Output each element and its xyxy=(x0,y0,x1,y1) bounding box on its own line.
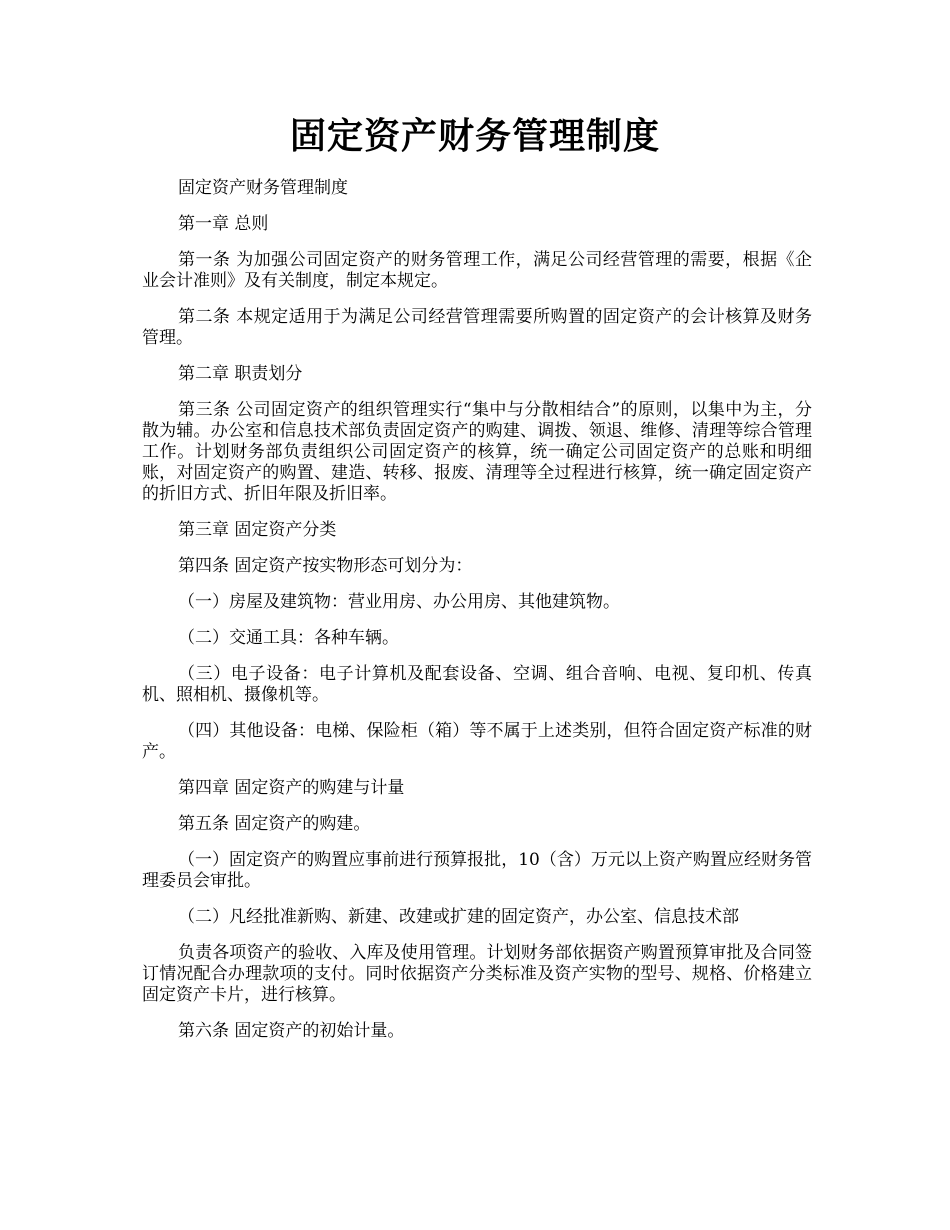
list-item: （三）电子设备：电子计算机及配套设备、空调、组合音响、电视、复印机、传真机、照相机、摄像机等。 xyxy=(142,664,812,705)
chapter-heading: 第一章 总则 xyxy=(178,214,269,234)
document-title: 固定资产财务管理制度 xyxy=(289,115,660,157)
chapter-heading: 第二章 职责划分 xyxy=(178,364,303,384)
article-paragraph: 第二条 本规定适用于为满足公司经营管理需要所购置的固定资产的会计核算及财务管理。 xyxy=(142,307,812,348)
article-paragraph: 第三条 公司固定资产的组织管理实行“集中与分散相结合”的原则，以集中为主，分散为辅。办公室和信息技术部负责固定资产的购建、调拨、领退、维修、清理等综合管理工作。计划财务部负责组织公司固定资产的核算，统一确定公司固定资产的总账和明细账，对固定资产的购置、建造、转移、报废、清理等全过程进行核算，统一确定固定资产的折旧方式、折旧年限及折旧率。 xyxy=(142,400,812,504)
article-paragraph: 第五条 固定资产的购建。 xyxy=(178,814,371,834)
list-item: （二）交通工具：各种车辆。 xyxy=(178,628,399,648)
article-paragraph: 第四条 固定资产按实物形态可划分为： xyxy=(178,556,473,576)
list-item: （二）凡经批准新购、新建、改建或扩建的固定资产，办公室、信息技术部 xyxy=(178,907,739,927)
paragraph: 负责各项资产的验收、入库及使用管理。计划财务部依据资产购置预算审批及合同签订情况配合办理款项的支付。同时依据资产分类标准及资产实物的型号、规格、价格建立固定资产卡片，进行核算。 xyxy=(142,943,812,1005)
list-item: （四）其他设备：电梯、保险柜（箱）等不属于上述类别，但符合固定资产标准的财产。 xyxy=(142,721,812,762)
list-item: （一）房屋及建筑物：营业用房、办公用房、其他建筑物。 xyxy=(178,592,620,612)
list-item: （一）固定资产的购置应事前进行预算报批，10（含）万元以上资产购置应经财务管理委员会审批。 xyxy=(142,850,812,891)
article-paragraph: 第一条 为加强公司固定资产的财务管理工作，满足公司经营管理的需要，根据《企业会计准则》及有关制度，制定本规定。 xyxy=(142,250,812,291)
paragraph: 固定资产财务管理制度 xyxy=(178,178,348,198)
article-paragraph: 第六条 固定资产的初始计量。 xyxy=(178,1021,405,1041)
chapter-heading: 第四章 固定资产的购建与计量 xyxy=(178,778,405,798)
chapter-heading: 第三章 固定资产分类 xyxy=(178,520,337,540)
document-body xyxy=(142,178,812,1057)
